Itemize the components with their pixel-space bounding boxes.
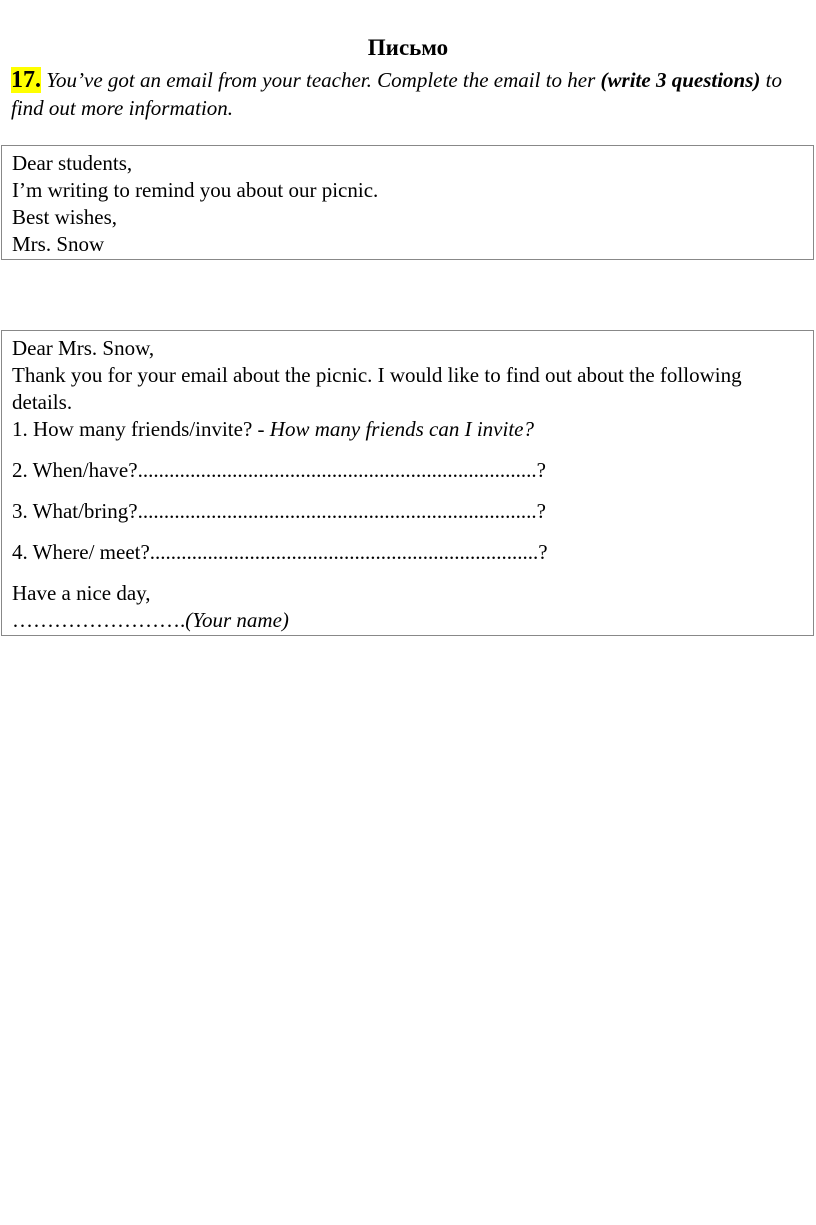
question-2-prompt: 2. When/have?: [12, 458, 138, 482]
task-text-after: to find out more information.: [11, 68, 782, 120]
question-3: [12, 498, 803, 525]
question-2: [12, 457, 803, 484]
page-title: Письмо: [367, 35, 449, 60]
question-3-blank[interactable]: ............................................................................: [137, 499, 537, 523]
reply-signature: [12, 607, 803, 634]
task-instruction: [11, 66, 801, 122]
question-1: [12, 416, 803, 443]
teacher-email-greeting: Dear students,: [12, 151, 133, 175]
name-hint: (Your name): [185, 608, 289, 632]
question-3-end: ?: [536, 499, 546, 523]
teacher-email-closing: Best wishes,: [12, 205, 117, 229]
question-4-prompt: 4. Where/ meet?: [12, 540, 150, 564]
teacher-email-body: I’m writing to remind you about our picnic.: [12, 178, 379, 202]
teacher-email-box: [1, 145, 814, 260]
teacher-email-signature: Mrs. Snow: [12, 232, 105, 256]
reply-closing: Have a nice day,: [12, 581, 151, 605]
name-blank[interactable]: …………………….: [12, 608, 186, 632]
question-4-blank[interactable]: ..........................................................................: [149, 540, 539, 564]
question-1-answer: How many friends can I invite?: [269, 417, 534, 441]
question-2-end: ?: [536, 458, 546, 482]
task-text-bold: (write 3 questions): [600, 68, 761, 92]
question-3-prompt: 3. What/bring?: [12, 499, 138, 523]
reply-greeting: Dear Mrs. Snow,: [12, 336, 155, 360]
reply-email-box: [1, 330, 814, 636]
question-4: [12, 539, 803, 566]
task-text-before: You’ve got an email from your teacher. Complete the email to her: [41, 68, 601, 92]
question-2-blank[interactable]: ............................................................................: [137, 458, 537, 482]
task-number: 17.: [11, 67, 41, 93]
question-1-prompt: 1. How many friends/invite? -: [12, 417, 270, 441]
reply-intro: Thank you for your email about the picnic. I would like to find out about the following details.: [12, 363, 742, 414]
question-4-end: ?: [538, 540, 548, 564]
